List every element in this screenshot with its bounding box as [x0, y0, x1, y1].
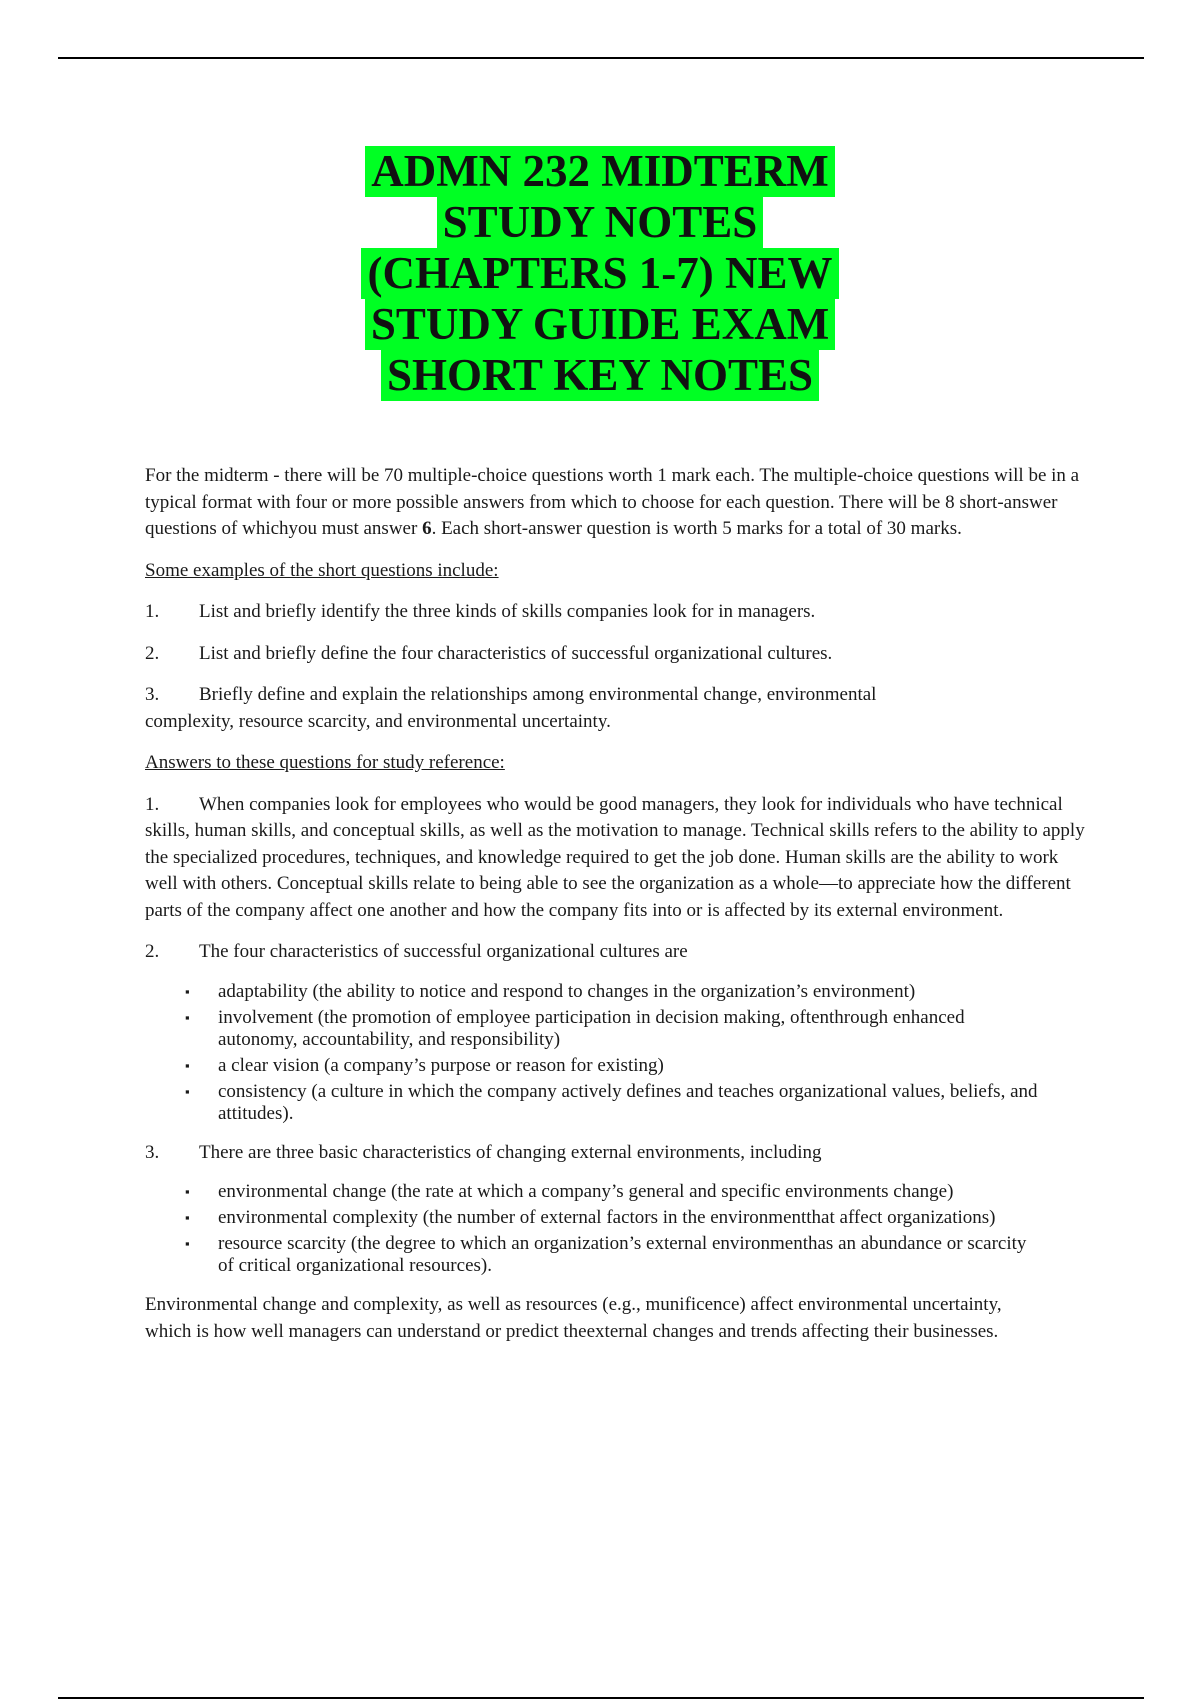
list-item: ▪ adaptability (the ability to notice and respond to changes in the organization’s environment) [185, 980, 916, 1002]
top-rule [58, 57, 1144, 59]
list-item: ▪ a clear vision (a company’s purpose or reason for existing) [185, 1054, 664, 1076]
question-item [145, 682, 1085, 735]
bullet-icon: ▪ [185, 1210, 190, 1225]
bullet-icon: ▪ [185, 1009, 190, 1025]
intro-paragraph: For the midterm - there will be 70 multiple-choice questions worth 1 mark each. The multiple-choice questions will be in a typical format with four or more possible answers from which to choose for each question. There will be 8 short-answer questions of whichyou must answer 6. Each short-answer question is worth 5 marks for a total of 30 marks. [145, 465, 1080, 539]
bullet-icon: ▪ [185, 983, 190, 999]
bullet-icon: ▪ [185, 1236, 190, 1251]
title-line: (CHAPTERS 1-7) NEW [361, 248, 838, 299]
list-item: ▪ resource scarcity (the degree to which an organization’s external environmenthas an abundance or scarcity of critical organizational resources). [185, 1233, 1027, 1276]
examples-heading: Some examples of the short questions include: [145, 559, 499, 581]
list-item: ▪ environmental change (the rate at which a company’s general and specific environments change) [185, 1181, 954, 1202]
bullet-icon: ▪ [185, 1184, 190, 1199]
question-number: 2. [145, 642, 160, 664]
answer-text: There are three basic characteristics of changing external environments, including [199, 1141, 822, 1163]
question-text: List and briefly identify the three kinds of skills companies look for in managers. [199, 601, 816, 622]
answer-number: 2. [145, 941, 160, 962]
bottom-rule [58, 1697, 1144, 1699]
answers-heading: Answers to these questions for study reference: [145, 752, 505, 773]
title-line: SHORT KEY NOTES [381, 350, 819, 401]
question-text: Briefly define and explain the relationships among environmental change, environmental complexity, resource scarcity, and environmental uncertainty. [145, 684, 877, 732]
answer-item [145, 792, 1085, 925]
list-item: ▪ involvement (the promotion of employee participation in decision making, oftenthrough enhanced autonomy, accountability, and responsibility) [185, 1006, 965, 1050]
document-body [145, 463, 1085, 1360]
answer-item [145, 939, 1085, 966]
closing-paragraph: Environmental change and complexity, as well as resources (e.g., munificence) affect environmental uncertainty, which is how well managers can understand or predict theexternal changes and trends affecting their businesses. [145, 1294, 1002, 1342]
answer-text: When companies look for employees who would be good managers, they look for individuals who have technical skills, human skills, and conceptual skills, as well as the motivation to manage. Technical skills refers to the ability to apply the specialized procedures, techniques, and knowledge required to get the job done. Human skills are the ability to work well with others. Conceptual skills relate to being able to see the organization as a whole—to appreciate how the different parts of the company affect one another and how the company fits into or is affected by its external environment. [145, 793, 1085, 921]
answer-item [145, 1140, 1085, 1167]
question-item [145, 641, 1085, 668]
environment-characteristics-list [145, 1181, 1085, 1277]
question-text: List and briefly define the four characteristics of successful organizational cultures. [199, 642, 833, 664]
title-line: STUDY NOTES [437, 197, 764, 248]
bullet-icon: ▪ [185, 1057, 190, 1073]
required-count: 6 [422, 518, 432, 539]
bullet-icon: ▪ [185, 1083, 190, 1099]
document-title [0, 146, 1200, 401]
list-item: ▪ consistency (a culture in which the company actively defines and teaches organizational values, beliefs, and attitudes). [185, 1080, 1038, 1124]
list-item: ▪ environmental complexity (the number of external factors in the environmentthat affect organizations) [185, 1207, 996, 1228]
culture-characteristics-list [145, 981, 1085, 1125]
question-item [145, 599, 1085, 626]
answer-number: 1. [145, 793, 160, 815]
title-line: ADMN 232 MIDTERM [365, 146, 834, 197]
question-number: 3. [145, 684, 160, 705]
answer-text: The four characteristics of successful organizational cultures are [199, 941, 688, 962]
question-number: 1. [145, 601, 160, 622]
title-line: STUDY GUIDE EXAM [365, 299, 835, 350]
answer-number: 3. [145, 1141, 160, 1163]
